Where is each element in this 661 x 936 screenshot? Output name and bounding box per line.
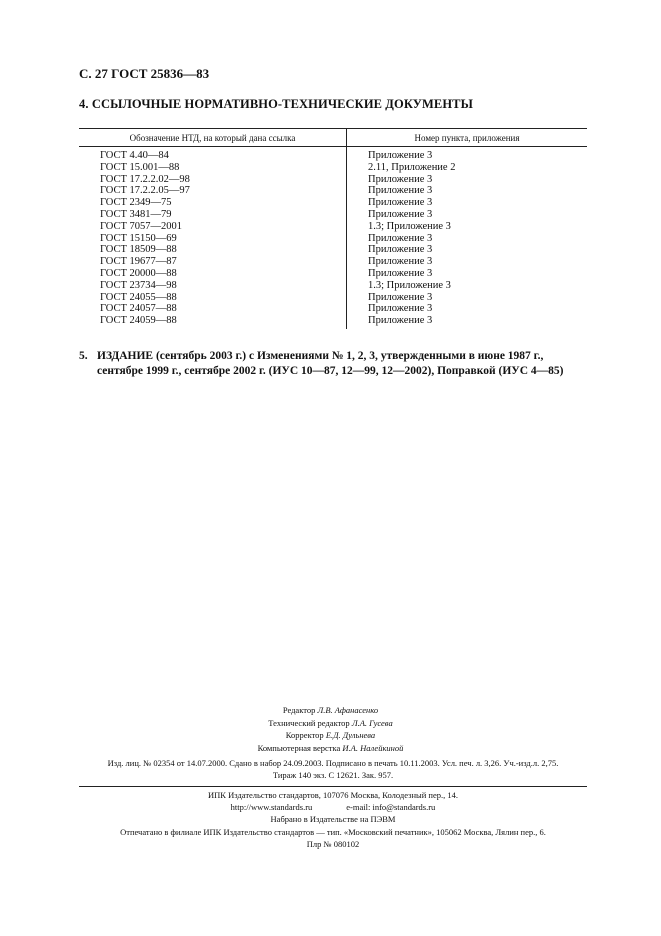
proofreader-line [0, 729, 661, 742]
printed-at-line: Отпечатано в филиале ИПК Издательство стандартов — тип. «Московский печатник», 105062 Москва, Лялин пер., 6. [120, 826, 546, 837]
email-link[interactable]: e-mail: info@standards.ru [346, 802, 436, 813]
document-cell: ГОСТ 20000—88 [100, 267, 177, 279]
proofreader-label: Корректор [285, 730, 324, 740]
document-cell: ГОСТ 15.001—88 [100, 161, 180, 173]
document-cell: ГОСТ 15150—69 [100, 232, 177, 244]
layout-line [0, 742, 661, 755]
column-header-reference: Номер пункта, приложения [414, 133, 520, 143]
section-heading: ССЫЛОЧНЫЕ НОРМАТИВНО-ТЕХНИЧЕСКИЕ ДОКУМЕНТЫ [91, 97, 473, 111]
table-header-rule [79, 146, 587, 147]
table-row [79, 209, 587, 221]
table-row [79, 174, 587, 186]
publisher-address: ИПК Издательство стандартов, 107076 Москва, Колодезный пер., 14. [208, 790, 458, 800]
reference-cell: Приложение 3 [368, 232, 433, 244]
proofreader-name: Е.Д. Дульнева [325, 730, 376, 740]
document-cell: ГОСТ 3481—79 [100, 208, 172, 220]
reference-cell: Приложение 3 [368, 256, 433, 268]
section-number: 4. [79, 97, 89, 111]
edition-number: 5. [79, 350, 88, 362]
table-row [79, 244, 587, 256]
publisher-contacts [79, 801, 587, 813]
reference-cell: 2.11, Приложение 2 [368, 161, 456, 173]
section-title [79, 97, 473, 112]
table-row [79, 185, 587, 197]
table-row [79, 233, 587, 245]
document-cell: ГОСТ 17.2.2.02—98 [100, 173, 190, 185]
reference-cell: Приложение 3 [368, 315, 433, 327]
document-cell: ГОСТ 2349—75 [100, 197, 172, 209]
column-header-document: Обозначение НТД, на который дана ссылка [129, 133, 296, 143]
tech-editor-name: Л.А. Гусева [351, 717, 393, 728]
editor-name: Л.В. Афанасенко [317, 705, 379, 715]
document-cell: ГОСТ 7057—2001 [100, 220, 183, 232]
table-row [79, 256, 587, 268]
reference-cell: 1.3; Приложение 3 [368, 279, 451, 291]
table-row [79, 221, 587, 233]
table-row [79, 162, 587, 174]
reference-cell: Приложение 3 [368, 208, 433, 220]
table-row [79, 268, 587, 280]
page-header: С. 27 ГОСТ 25836—83 [79, 66, 210, 81]
website-link[interactable]: http://www.standards.ru [230, 802, 313, 813]
document-cell: ГОСТ 24057—88 [100, 303, 177, 315]
imprint-line: Изд. лиц. № 02354 от 14.07.2000. Сдано в набор 24.09.2003. Подписано в печать 10.11.2003. Усл. печ. л. 3,26. Уч.-изд.л. 2,75. [107, 758, 559, 768]
document-cell: ГОСТ 19677—87 [100, 256, 177, 268]
table-top-rule [79, 128, 587, 129]
document-cell: ГОСТ 18509—88 [100, 244, 177, 256]
layout-name: И.А. Налейкиной [342, 742, 404, 753]
edition-text: ИЗДАНИЕ (сентябрь 2003 г.) с Изменениями № 1, 2, 3, утвержденными в июне 1987 г., сентябре 1999 г., сентябре 2002 г. (ИУС 10—87, 12—99, 12—2002), Поправкой (ИУС 4—85) [97, 350, 564, 377]
table-row [79, 303, 587, 315]
reference-cell: Приложение 3 [368, 267, 433, 279]
table-row [79, 315, 587, 327]
publisher-block [79, 789, 587, 850]
imprint-block [79, 757, 587, 781]
editor-line [0, 704, 661, 717]
footer-rule [79, 786, 587, 787]
table-body [79, 150, 587, 327]
document-cell: ГОСТ 23734—98 [100, 279, 177, 291]
reference-cell: Приложение 3 [368, 197, 433, 209]
credits-block [0, 704, 661, 754]
table-row [79, 197, 587, 209]
document-cell: ГОСТ 24055—88 [100, 291, 177, 303]
tech-editor-line [0, 717, 661, 730]
table-row [79, 292, 587, 304]
reference-cell: 1.3; Приложение 3 [368, 220, 451, 232]
editor-label: Редактор [282, 705, 316, 715]
table-row [79, 150, 587, 162]
reference-cell: Приложение 3 [368, 291, 433, 303]
license-line: Плр № 080102 [306, 838, 360, 849]
reference-cell: Приложение 3 [368, 244, 433, 256]
document-cell: ГОСТ 17.2.2.05—97 [100, 185, 190, 197]
reference-cell: Приложение 3 [368, 173, 433, 185]
typeset-line: Набрано в Издательстве на ПЭВМ [270, 814, 396, 825]
print-run-line: Тираж 140 экз. С 12621. Зак. 957. [272, 770, 394, 780]
reference-cell: Приложение 3 [368, 150, 433, 161]
reference-cell: Приложение 3 [368, 185, 433, 197]
table-row [79, 280, 587, 292]
tech-editor-label: Технический редактор [268, 717, 350, 728]
layout-label: Компьютерная верстка [257, 742, 341, 753]
document-cell: ГОСТ 24059—88 [100, 315, 177, 327]
reference-cell: Приложение 3 [368, 303, 433, 315]
document-cell: ГОСТ 4.40—84 [100, 150, 169, 161]
